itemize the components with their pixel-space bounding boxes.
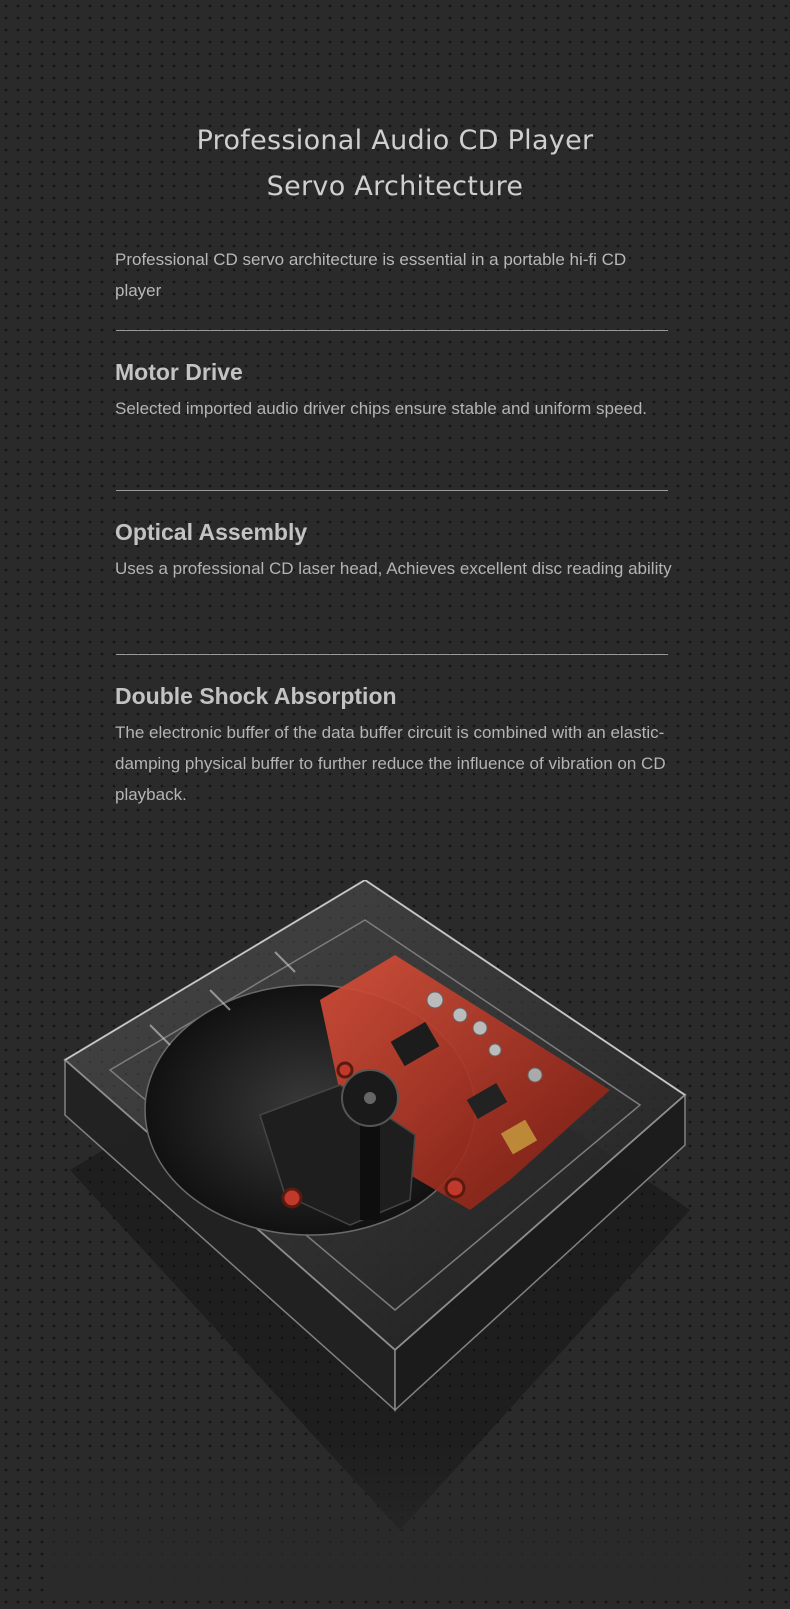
cd-player-product-image — [50, 880, 740, 1600]
divider — [116, 490, 668, 491]
feature-motor-drive — [115, 357, 675, 424]
feature-title: Double Shock Absorption — [115, 683, 397, 709]
feature-body: Selected imported audio driver chips ensure stable and uniform speed. — [115, 399, 648, 418]
feature-title: Motor Drive — [115, 359, 243, 385]
feature-optical-assembly — [115, 517, 675, 584]
feature-body: Uses a professional CD laser head, Achieves excellent disc reading ability — [115, 559, 672, 578]
feature-body: The electronic buffer of the data buffer circuit is combined with an elastic-damping physical buffer to further reduce the influence of vibration on CD playback. — [115, 723, 666, 804]
intro-text: Professional CD servo architecture is essential in a portable hi-fi CD player — [115, 250, 627, 300]
feature-title: Optical Assembly — [115, 519, 308, 545]
feature-double-shock-absorption — [115, 681, 675, 810]
page-title — [0, 118, 790, 210]
divider — [116, 330, 668, 331]
title-line-2: Servo Architecture — [266, 171, 524, 202]
divider — [116, 654, 668, 655]
title-line-1: Professional Audio CD Player — [196, 125, 594, 156]
